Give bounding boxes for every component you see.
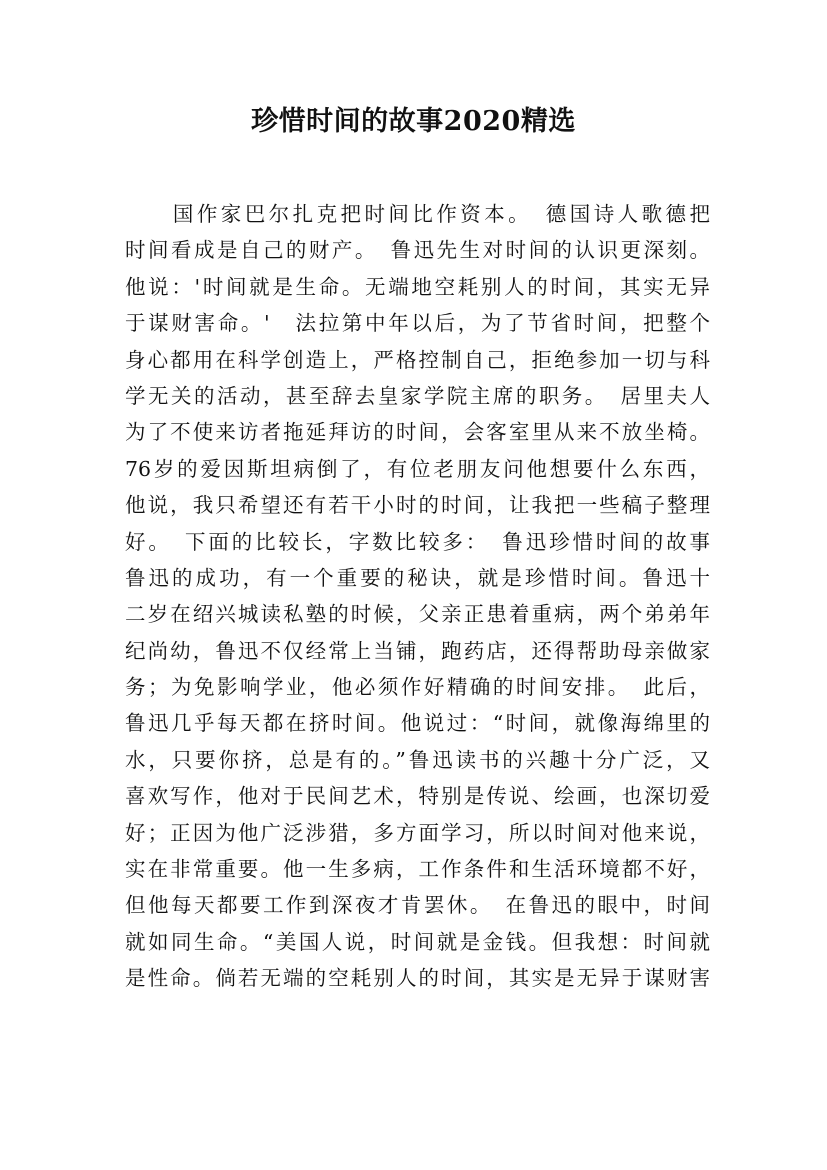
text-line: 他说：'时间就是生命。无端地空耗别人的时间，其实无异 (125, 274, 710, 299)
text-line: 好。 下面的比较长，字数比较多： 鲁迅珍惜时间的故事 (125, 529, 710, 554)
text-line: 学无关的活动，甚至辞去皇家学院主席的职务。 居里夫人 (125, 383, 710, 408)
text-line: 纪尚幼，鲁迅不仅经常上当铺，跑药店，还得帮助母亲做家 (125, 638, 710, 663)
text-line: 二岁在绍兴城读私塾的时候，父亲正患着重病，两个弟弟年 (125, 602, 710, 627)
text-line: 就如同生命。“美国人说，时间就是金钱。但我想：时间就 (125, 929, 710, 954)
text-line: 76岁的爱因斯坦病倒了，有位老朋友问他想要什么东西， (125, 456, 710, 481)
text-line: 鲁迅几乎每天都在挤时间。他说过：“时间，就像海绵里的 (125, 711, 710, 736)
text-line: 好；正因为他广泛涉猎，多方面学习，所以时间对他来说， (125, 820, 710, 845)
text-line: 但他每天都要工作到深夜才肯罢休。 在鲁迅的眼中，时间 (125, 893, 710, 918)
text-line: 他说，我只希望还有若干小时的时间，让我把一些稿子整理 (125, 493, 710, 518)
text-line: 实在非常重要。他一生多病，工作条件和生活环境都不好， (125, 857, 710, 882)
text-line: 是性命。倘若无端的空耗别人的时间，其实是无异于谋财害 (125, 966, 710, 991)
document-title: 珍惜时间的故事2020精选 (251, 106, 576, 137)
document-body (125, 196, 710, 997)
text-line: 时间看成是自己的财产。 鲁迅先生对时间的认识更深刻。 (125, 238, 710, 263)
text-line: 身心都用在科学创造上，严格控制自己，拒绝参加一切与科 (125, 347, 710, 372)
text-line: 国作家巴尔扎克把时间比作资本。 德国诗人歌德把 (125, 202, 710, 226)
text-line: 喜欢写作，他对于民间艺术，特别是传说、绘画，也深切爱 (125, 784, 710, 809)
text-line: 为了不使来访者拖延拜访的时间，会客室里从来不放坐椅。 (125, 420, 710, 445)
text-line: 务；为免影响学业，他必须作好精确的时间安排。 此后， (125, 675, 710, 700)
text-line: 水，只要你挤，总是有的。”鲁迅读书的兴趣十分广泛，又 (125, 747, 710, 772)
text-line: 鲁迅的成功，有一个重要的秘诀，就是珍惜时间。鲁迅十 (125, 565, 710, 590)
text-line: 于谋财害命。' 法拉第中年以后，为了节省时间，把整个 (125, 311, 710, 336)
